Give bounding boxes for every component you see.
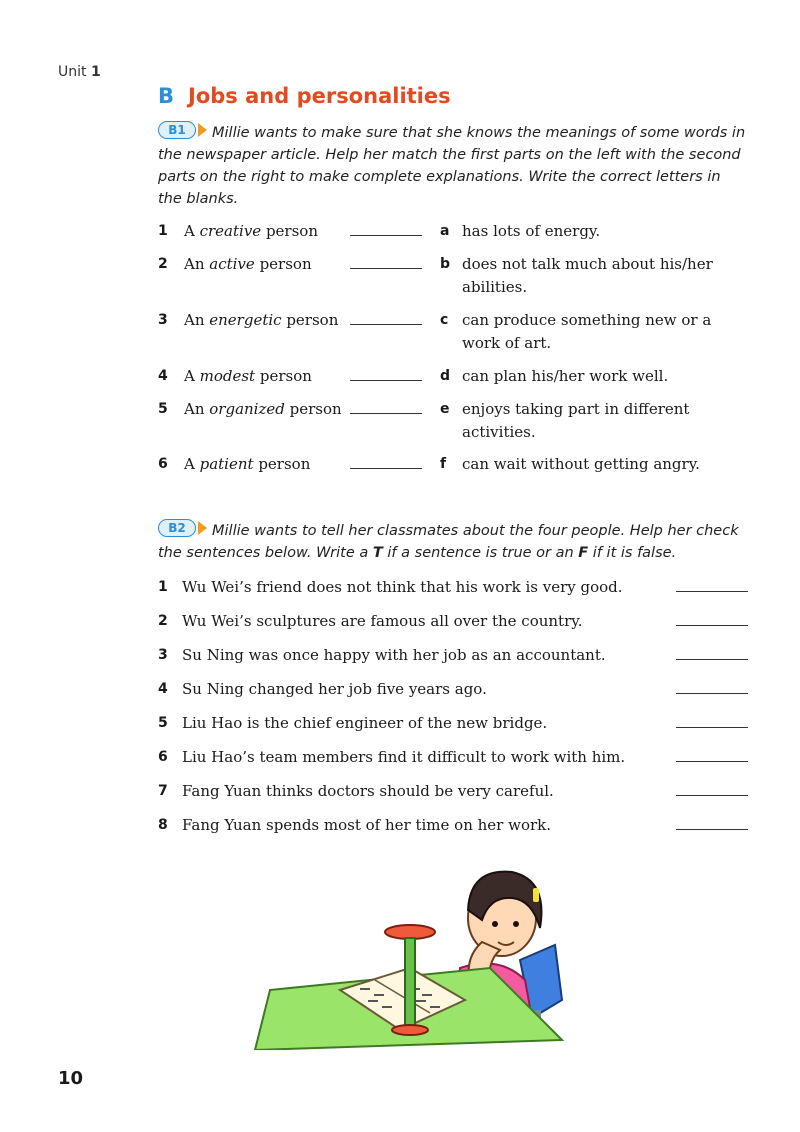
- match-number: 5: [158, 401, 168, 417]
- match-left-part: [184, 220, 318, 243]
- b1-instruction: [158, 121, 748, 210]
- statement-number: 5: [158, 715, 168, 731]
- b2-t-letter: T: [372, 545, 383, 561]
- b2-instruction-part2: if a sentence is true or an: [382, 545, 579, 561]
- match-letter: e: [440, 401, 450, 417]
- statement-number: 3: [158, 647, 168, 663]
- b2-f-letter: F: [578, 545, 589, 561]
- match-number: 1: [158, 223, 168, 239]
- girl-eye: [513, 921, 519, 927]
- match-right-part: can wait without getting angry.: [462, 455, 700, 473]
- match-number: 2: [158, 256, 168, 272]
- statement-text: Su Ning was once happy with her job as an accountant.: [182, 646, 606, 664]
- answer-blank[interactable]: [676, 727, 748, 728]
- play-arrow-icon: [198, 123, 207, 137]
- match-left-post: person: [253, 455, 311, 473]
- section-title: [158, 84, 451, 108]
- statement-text: Liu Hao is the chief engineer of the new bridge.: [182, 714, 548, 732]
- statement-text: Fang Yuan spends most of her time on her work.: [182, 816, 552, 834]
- match-key-word: energetic: [209, 311, 282, 329]
- answer-blank[interactable]: [676, 761, 748, 762]
- match-left-post: person: [261, 222, 318, 240]
- statement-text: Liu Hao’s team members find it difficult to work with him.: [182, 748, 626, 766]
- match-key-word: patient: [199, 455, 254, 473]
- match-left-part: [184, 453, 310, 476]
- answer-blank[interactable]: [676, 795, 748, 796]
- match-left-post: person: [284, 400, 342, 418]
- b2-instruction-part1: Millie wants to tell her classmates about the four people. Help her check the sentences below. Write a: [158, 523, 739, 561]
- match-letter: f: [440, 456, 447, 472]
- statement-number: 7: [158, 783, 168, 799]
- unit-number: 1: [90, 64, 101, 80]
- statement-number: 6: [158, 749, 168, 765]
- section-title-text: Jobs and personalities: [188, 84, 451, 108]
- statement-number: 8: [158, 817, 168, 833]
- statement-text: Su Ning changed her job five years ago.: [182, 680, 487, 698]
- statement-text: Wu Wei’s friend does not think that his work is very good.: [182, 578, 623, 596]
- match-left-pre: An: [184, 400, 210, 418]
- match-number: 4: [158, 368, 168, 384]
- statement-text: Fang Yuan thinks doctors should be very careful.: [182, 782, 554, 800]
- play-arrow-icon: [198, 521, 207, 535]
- answer-blank[interactable]: [350, 380, 422, 381]
- match-right-part: does not talk much about his/her abilities.: [462, 255, 713, 296]
- b1-badge: [158, 121, 208, 139]
- match-left-pre: An: [184, 255, 210, 273]
- match-left-pre: A: [184, 222, 200, 240]
- match-key-word: organized: [209, 400, 285, 418]
- match-left-part: [184, 253, 312, 276]
- answer-blank[interactable]: [350, 268, 422, 269]
- answer-blank[interactable]: [350, 235, 422, 236]
- lamp-pole: [405, 938, 415, 1026]
- statement-number: 1: [158, 579, 168, 595]
- answer-blank[interactable]: [350, 413, 422, 414]
- match-right-part: can plan his/her work well.: [462, 367, 669, 385]
- statement-text: Wu Wei’s sculptures are famous all over the country.: [182, 612, 583, 630]
- match-left-pre: An: [184, 311, 210, 329]
- match-right-part: enjoys taking part in different activities.: [462, 400, 690, 441]
- girl-reading-at-desk-illustration: [250, 850, 570, 1050]
- unit-label-text: Unit: [58, 64, 87, 80]
- page-number: 10: [58, 1068, 84, 1089]
- match-right-part: has lots of energy.: [462, 222, 601, 240]
- match-left-pre: A: [184, 367, 200, 385]
- lamp-top: [385, 925, 435, 939]
- answer-blank[interactable]: [350, 324, 422, 325]
- answer-blank[interactable]: [676, 591, 748, 592]
- hair-clip: [533, 888, 539, 902]
- lamp-base: [392, 1025, 428, 1035]
- answer-blank[interactable]: [676, 829, 748, 830]
- match-letter: d: [440, 368, 451, 384]
- match-number: 3: [158, 312, 168, 328]
- match-letter: c: [440, 312, 449, 328]
- match-left-post: person: [254, 255, 312, 273]
- match-key-word: modest: [199, 367, 256, 385]
- match-left-post: person: [255, 367, 312, 385]
- match-key-word: active: [209, 255, 255, 273]
- statement-number: 2: [158, 613, 168, 629]
- match-left-pre: A: [184, 455, 200, 473]
- match-key-word: creative: [199, 222, 262, 240]
- b2-badge-label: B2: [158, 519, 196, 537]
- match-right-part: can produce something new or a work of art.: [462, 311, 712, 352]
- b2-badge: [158, 519, 208, 537]
- unit-label: [58, 64, 101, 80]
- statement-number: 4: [158, 681, 168, 697]
- answer-blank[interactable]: [676, 693, 748, 694]
- match-letter: b: [440, 256, 451, 272]
- match-left-part: [184, 398, 342, 421]
- answer-blank[interactable]: [676, 625, 748, 626]
- match-left-part: [184, 309, 338, 332]
- b1-badge-label: B1: [158, 121, 196, 139]
- match-left-post: person: [281, 311, 339, 329]
- b2-instruction-part3: if it is false.: [588, 545, 677, 561]
- b1-instruction-text: Millie wants to make sure that she knows the meanings of some words in the newspaper article. Help her match the first parts on the left with the second parts on the right to make complete explanations. Write the correct letters in the blanks.: [158, 125, 746, 207]
- match-left-part: [184, 365, 312, 388]
- b2-instruction: [158, 519, 748, 564]
- match-number: 6: [158, 456, 168, 472]
- answer-blank[interactable]: [676, 659, 748, 660]
- match-letter: a: [440, 223, 450, 239]
- answer-blank[interactable]: [350, 468, 422, 469]
- girl-eye: [492, 921, 498, 927]
- section-letter: B: [158, 84, 175, 108]
